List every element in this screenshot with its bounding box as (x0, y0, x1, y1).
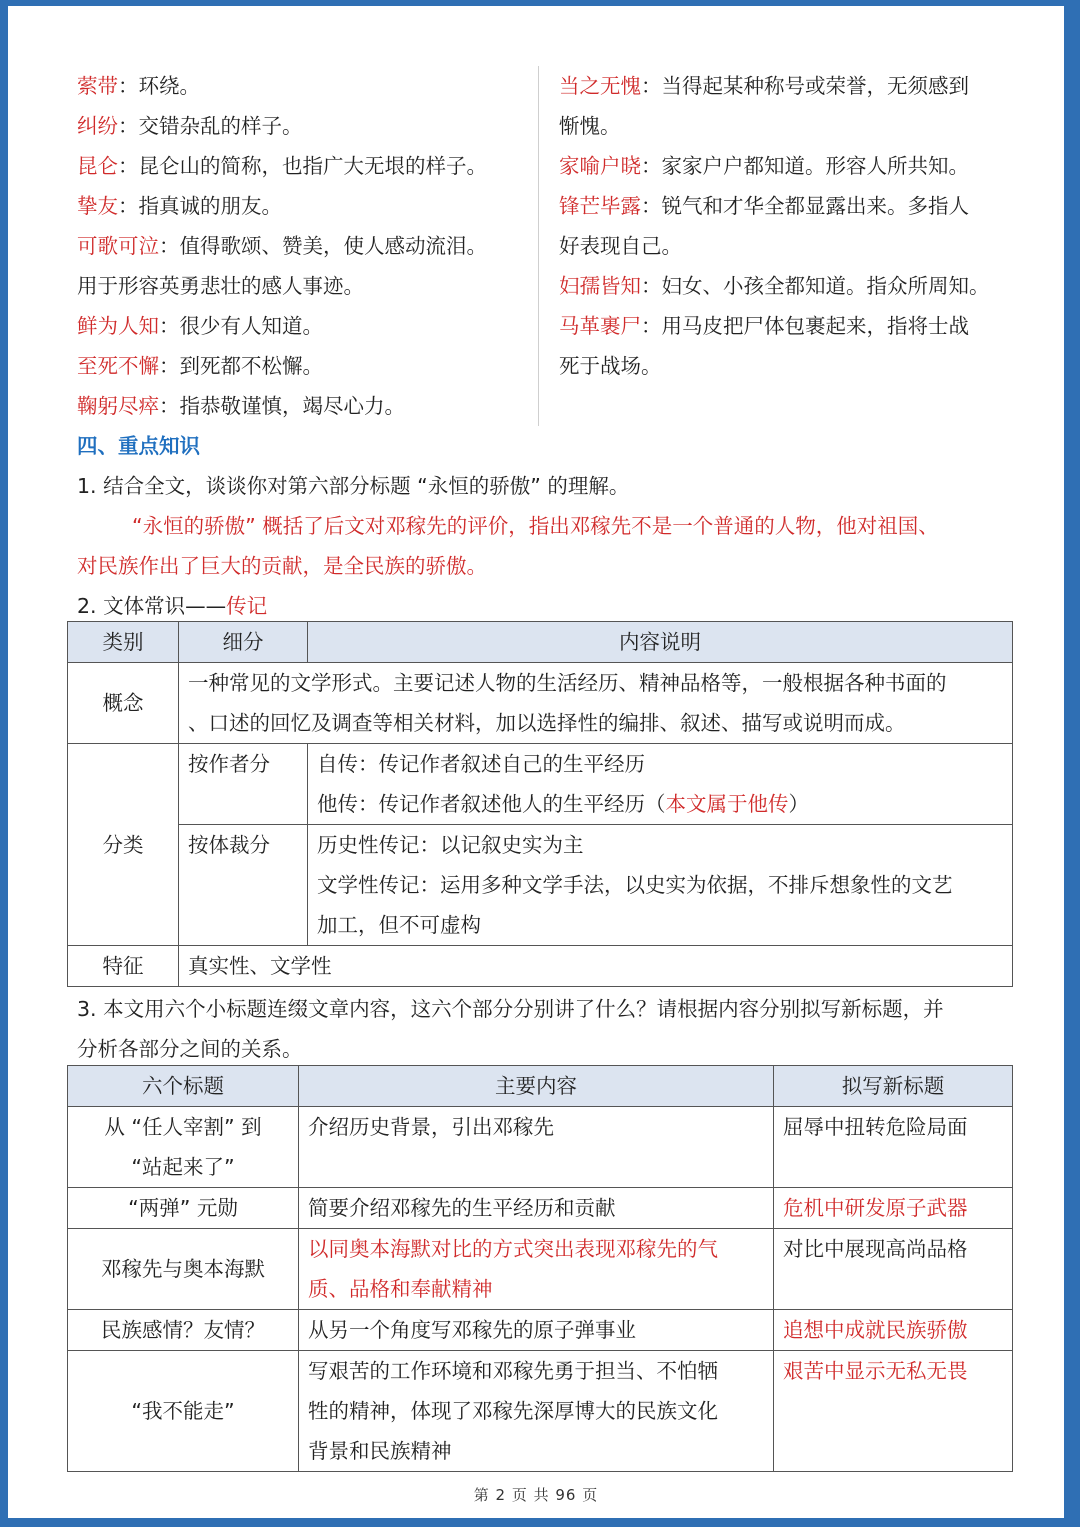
table-header: 主要内容 (299, 1066, 774, 1107)
table-cell: 以同奥本海默对比的方式突出表现邓稼先的气 质、品格和奉献精神 (299, 1229, 774, 1310)
vocab-item: 家喻户晓：家家户户都知道。形容人所共知。 (559, 154, 969, 178)
table-header: 内容说明 (308, 622, 1013, 663)
column-divider (538, 66, 539, 426)
table-cell: 介绍历史背景，引出邓稼先 (299, 1107, 774, 1188)
table-cell: 简要介绍邓稼先的生平经历和贡献 (299, 1188, 774, 1229)
table-cell: “两弹” 元勋 (68, 1188, 299, 1229)
table-cell: 历史性传记：以记叙史实为主 文学性传记：运用多种文学手法，以史实为依据，不排斥想象性的文艺 加工，但不可虚构 (308, 825, 1013, 946)
table-cell: 按体裁分 (179, 825, 308, 946)
table-header: 六个标题 (68, 1066, 299, 1107)
table-cell: 真实性、文学性 (179, 946, 1013, 987)
vocab-item: 妇孺皆知：妇女、小孩全都知道。指众所周知。 (559, 274, 990, 298)
table-cell: 对比中展现高尚品格 (774, 1229, 1013, 1310)
table-cell: 按作者分 (179, 744, 308, 825)
biography-table (67, 621, 1013, 987)
vocab-item: 鞠躬尽瘁：指恭敬谨慎，竭尽心力。 (77, 394, 405, 418)
vocab-item: 挚友：指真诚的朋友。 (77, 194, 282, 218)
section-title: 四、重点知识 (77, 434, 200, 458)
vocab-item: 鲜为人知：很少有人知道。 (77, 314, 323, 338)
table-row (68, 1310, 1013, 1351)
table-header: 细分 (179, 622, 308, 663)
table-cell: 分类 (68, 744, 179, 946)
vocab-item: 惭愧。 (559, 114, 621, 138)
answer-1-line-1: “永恒的骄傲” 概括了后文对邓稼先的评价，指出邓稼先不是一个普通的人物，他对祖国、 (132, 514, 939, 538)
table-row (68, 1229, 1013, 1310)
question-1: 1. 结合全文，谈谈你对第六部分标题 “永恒的骄傲” 的理解。 (77, 474, 630, 498)
table-cell: 艰苦中显示无私无畏 (774, 1351, 1013, 1472)
vocab-item: 萦带：环绕。 (77, 74, 200, 98)
answer-1-line-2: 对民族作出了巨大的贡献，是全民族的骄傲。 (77, 554, 487, 578)
vocab-item: 马革裹尸：用马皮把尸体包裹起来，指将士战 (559, 314, 969, 338)
subtitles-table (67, 1065, 1013, 1472)
vocab-item: 昆仑：昆仑山的简称，也指广大无垠的样子。 (77, 154, 487, 178)
question-3-line-2: 分析各部分之间的关系。 (77, 1037, 303, 1061)
table-cell: 从另一个角度写邓稼先的原子弹事业 (299, 1310, 774, 1351)
vocab-item: 死于战场。 (559, 354, 662, 378)
question-3-line-1: 3. 本文用六个小标题连缀文章内容，这六个部分分别讲了什么？请根据内容分别拟写新标题，并 (77, 997, 944, 1021)
vocab-item: 当之无愧：当得起某种称号或荣誉，无须感到 (559, 74, 969, 98)
vocab-item: 可歌可泣：值得歌颂、赞美，使人感动流泪。 (77, 234, 487, 258)
table-row (68, 1351, 1013, 1472)
table-row (68, 1107, 1013, 1188)
table-cell: 特征 (68, 946, 179, 987)
vocab-item: 锋芒毕露：锐气和才华全都显露出来。多指人 (559, 194, 969, 218)
vocab-item: 好表现自己。 (559, 234, 682, 258)
table-cell: 屈辱中扭转危险局面 (774, 1107, 1013, 1188)
table-header: 拟写新标题 (774, 1066, 1013, 1107)
table-cell: 自传：传记作者叙述自己的生平经历 他传：传记作者叙述他人的生平经历（本文属于他传） (308, 744, 1013, 825)
vocab-item: 用于形容英勇悲壮的感人事迹。 (77, 274, 364, 298)
table-cell: 邓稼先与奥本海默 (68, 1229, 299, 1310)
table-cell: “我不能走” (68, 1351, 299, 1472)
table-cell: 危机中研发原子武器 (774, 1188, 1013, 1229)
table-cell: 一种常见的文学形式。主要记述人物的生活经历、精神品格等，一般根据各种书面的 、口述的回忆及调查等相关材料，加以选择性的编排、叙述、描写或说明而成。 (179, 663, 1013, 744)
table-cell: 追想中成就民族骄傲 (774, 1310, 1013, 1351)
question-2: 2. 文体常识——传记 (77, 594, 268, 618)
vocab-item: 至死不懈：到死都不松懈。 (77, 354, 323, 378)
table-cell: 写艰苦的工作环境和邓稼先勇于担当、不怕牺 牲的精神，体现了邓稼先深厚博大的民族文化 背景和民族精神 (299, 1351, 774, 1472)
table-cell: 民族感情？友情？ (68, 1310, 299, 1351)
page-footer: 第 2 页 共 96 页 (473, 1486, 599, 1504)
table-cell: 从 “任人宰割” 到 “站起来了” (68, 1107, 299, 1188)
table-header: 类别 (68, 622, 179, 663)
table-cell: 概念 (68, 663, 179, 744)
vocab-item: 纠纷：交错杂乱的样子。 (77, 114, 303, 138)
document-page (8, 6, 1064, 1518)
table-row (68, 1188, 1013, 1229)
